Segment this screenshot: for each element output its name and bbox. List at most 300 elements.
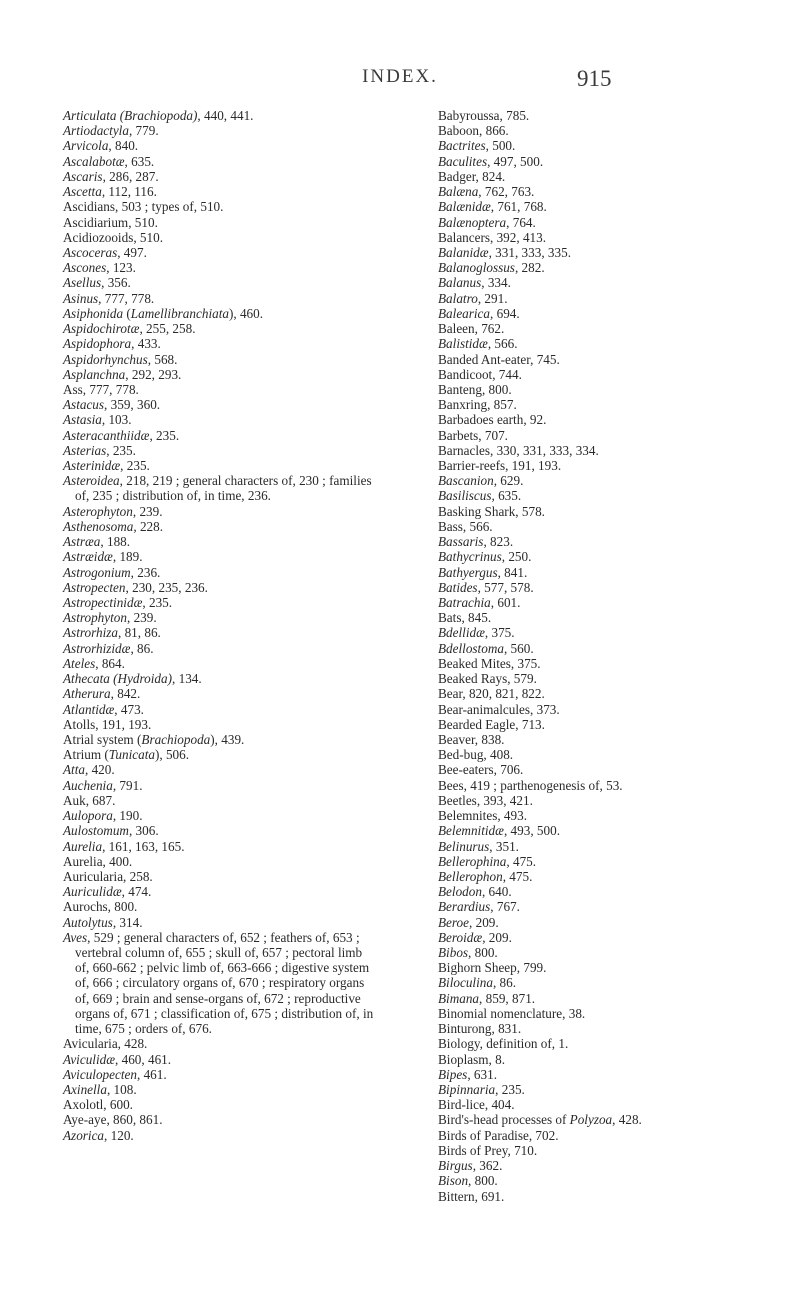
index-term-italic: Auriculidæ bbox=[63, 884, 122, 900]
index-entry bbox=[438, 199, 778, 214]
index-text: Bioplasm, 8. bbox=[438, 1051, 506, 1067]
index-entry bbox=[438, 565, 778, 580]
index-text: Binomial nomenclature, 38. bbox=[438, 1005, 586, 1021]
index-entry bbox=[438, 702, 778, 717]
index-term-italic: Aurelia bbox=[63, 838, 103, 854]
index-term-italic: Astrogonium bbox=[63, 564, 131, 580]
index-term-italic: Astrorhizidæ bbox=[63, 640, 131, 656]
index-text: , 601. bbox=[490, 595, 521, 610]
index-entry bbox=[438, 930, 778, 945]
index-entry bbox=[438, 245, 778, 260]
index-text: , 859, 871. bbox=[479, 990, 536, 1006]
index-text: , 762, 763. bbox=[478, 184, 535, 200]
index-text: Balancers, 392, 413. bbox=[438, 229, 547, 245]
index-entry bbox=[438, 504, 778, 519]
index-text: , 460, 461. bbox=[115, 1051, 172, 1067]
index-text: , 86. bbox=[492, 975, 517, 991]
index-entry bbox=[63, 930, 375, 1037]
index-text: , 761, 768. bbox=[490, 199, 547, 215]
index-text: , 230, 235, 236. bbox=[125, 579, 208, 595]
page-header bbox=[0, 64, 800, 100]
index-text: Basking Shark, 578. bbox=[438, 503, 545, 519]
index-entry bbox=[63, 367, 403, 382]
index-entry bbox=[63, 504, 403, 519]
index-text: , 473. bbox=[114, 701, 144, 717]
index-entry bbox=[63, 382, 403, 397]
index-entry bbox=[438, 428, 778, 443]
index-text: Bighorn Sheep, 799. bbox=[438, 960, 547, 976]
index-entry bbox=[438, 443, 778, 458]
index-term-italic: Astacus bbox=[63, 397, 105, 413]
index-text: , 840. bbox=[108, 138, 139, 154]
index-text: ( bbox=[123, 305, 131, 321]
index-entry bbox=[63, 1052, 403, 1067]
index-entry bbox=[63, 808, 403, 823]
index-text: , 190. bbox=[112, 808, 143, 824]
index-term-italic: Aulopora bbox=[63, 808, 113, 824]
index-text: , 282. bbox=[514, 260, 545, 276]
index-text: Barnacles, 330, 331, 333, 334. bbox=[438, 442, 599, 458]
index-term-italic: Ascetta bbox=[63, 184, 102, 200]
index-text: Bear, 820, 821, 822. bbox=[438, 686, 545, 702]
index-term-italic: Berardius bbox=[438, 899, 491, 915]
index-entry bbox=[438, 580, 778, 595]
index-text: , 800. bbox=[468, 945, 498, 961]
index-term-italic: Asterophyton bbox=[63, 503, 133, 519]
index-text: Barbets, 707. bbox=[438, 427, 508, 443]
index-term-italic: Astræidæ bbox=[63, 549, 113, 565]
index-term-italic: Bipes bbox=[438, 1066, 468, 1082]
index-text: Birds of Prey, 710. bbox=[438, 1142, 538, 1158]
index-entry bbox=[63, 839, 403, 854]
index-text: , 359, 360. bbox=[104, 397, 161, 413]
index-entry bbox=[63, 595, 403, 610]
index-entry bbox=[63, 412, 403, 427]
index-text: , 694. bbox=[490, 305, 520, 321]
index-term-italic: Balearica bbox=[438, 305, 491, 321]
index-text: , 356. bbox=[101, 275, 131, 291]
index-text: Bass, 566. bbox=[438, 518, 493, 534]
index-entry bbox=[63, 184, 403, 199]
index-entry bbox=[63, 732, 403, 747]
index-entry bbox=[63, 428, 403, 443]
index-term-italic: Atlantidæ bbox=[63, 701, 115, 717]
index-text: , 577, 578. bbox=[477, 579, 534, 595]
index-entry bbox=[438, 1158, 778, 1173]
index-entry bbox=[438, 138, 778, 153]
index-text: , 635. bbox=[124, 153, 155, 169]
index-term-italic: Azorica bbox=[63, 1127, 105, 1143]
index-text: , 461. bbox=[136, 1066, 167, 1082]
index-text: , 635. bbox=[491, 488, 522, 504]
index-entry bbox=[63, 336, 403, 351]
index-text: Aye-aye, 860, 861. bbox=[63, 1112, 163, 1128]
index-text: Ascidians, 503 ; types of, 510. bbox=[63, 199, 224, 215]
index-text: , 640. bbox=[481, 884, 512, 900]
index-text: Bee-eaters, 706. bbox=[438, 762, 524, 778]
index-term-italic: Astrophyton bbox=[63, 610, 127, 626]
index-text: , 351. bbox=[489, 838, 519, 854]
index-text: , 86. bbox=[130, 640, 154, 656]
index-text: , 629. bbox=[493, 473, 524, 489]
index-entry bbox=[438, 945, 778, 960]
index-entry bbox=[63, 1128, 403, 1143]
index-text: , 235. bbox=[120, 458, 150, 474]
index-entry bbox=[63, 671, 403, 686]
index-text: Banteng, 800. bbox=[438, 381, 512, 397]
index-entry bbox=[438, 1021, 778, 1036]
index-entry bbox=[438, 473, 778, 488]
index-text: Banded Ant-eater, 745. bbox=[438, 351, 560, 367]
index-text: Axolotl, 600. bbox=[63, 1097, 133, 1113]
index-text: , 500. bbox=[485, 138, 516, 154]
index-term-italic: Balæna bbox=[438, 184, 479, 200]
index-text: Auk, 687. bbox=[63, 792, 116, 808]
index-entry bbox=[438, 549, 778, 564]
index-term-italic: Astropectinidæ bbox=[63, 595, 143, 610]
index-text: , 235. bbox=[495, 1082, 525, 1097]
index-text: , 103. bbox=[101, 412, 132, 428]
index-entry bbox=[438, 412, 778, 427]
index-text: , 250. bbox=[501, 549, 532, 565]
index-text: , 236. bbox=[130, 564, 161, 580]
index-text: , 334. bbox=[481, 275, 511, 291]
index-entry bbox=[63, 702, 403, 717]
index-text: , 631. bbox=[467, 1066, 497, 1082]
index-text: , 134. bbox=[172, 671, 202, 687]
index-text: , 286, 287. bbox=[102, 168, 159, 184]
index-term-italic: Birgus bbox=[438, 1158, 473, 1174]
index-term-italic: Ascoceras bbox=[63, 244, 118, 260]
index-entry bbox=[63, 443, 403, 458]
index-text: Bittern, 691. bbox=[438, 1188, 505, 1204]
index-term-italic: Atherura bbox=[63, 686, 111, 702]
index-term-italic: Baculites bbox=[438, 153, 488, 169]
index-term-italic: Bathycrinus bbox=[438, 549, 502, 565]
index-text: Bandicoot, 744. bbox=[438, 366, 522, 382]
index-text: Belemnites, 493. bbox=[438, 808, 528, 824]
index-entry bbox=[63, 549, 403, 564]
index-term-italic: Beroe bbox=[438, 914, 469, 930]
index-term-italic: Asterinidæ bbox=[63, 458, 121, 474]
index-term-italic: Asellus bbox=[63, 275, 102, 291]
index-entry bbox=[63, 1067, 403, 1082]
index-entry bbox=[63, 686, 403, 701]
index-term-italic: Belemnitidæ bbox=[438, 823, 504, 839]
index-text: Binturong, 831. bbox=[438, 1021, 522, 1037]
index-text: Auricularia, 258. bbox=[63, 868, 153, 884]
index-entry bbox=[438, 610, 778, 625]
index-text: , 560. bbox=[503, 640, 534, 656]
index-entry bbox=[63, 108, 403, 123]
index-term-italic: Bimana bbox=[438, 990, 480, 1006]
index-entry bbox=[63, 215, 403, 230]
index-text: , 566. bbox=[487, 336, 518, 352]
index-entry bbox=[63, 199, 403, 214]
index-text: , 189. bbox=[112, 549, 143, 565]
index-entry bbox=[438, 519, 778, 534]
index-entry bbox=[438, 762, 778, 777]
index-entry bbox=[438, 671, 778, 686]
index-text: , 777, 778. bbox=[98, 290, 155, 306]
index-text: , 420. bbox=[84, 762, 115, 778]
index-entry bbox=[63, 823, 403, 838]
index-text: , 842. bbox=[110, 686, 141, 702]
index-term-italic: Aspidochirotæ bbox=[63, 321, 140, 337]
index-entry bbox=[438, 778, 778, 793]
index-entry bbox=[438, 1173, 778, 1188]
index-term-italic: Bison bbox=[438, 1173, 469, 1189]
index-term-italic: Autolytus bbox=[63, 914, 113, 930]
index-entry bbox=[63, 580, 403, 595]
index-entry bbox=[438, 1036, 778, 1051]
index-text: , 218, 219 ; general characters of, 230 ; families of, 235 ; distribution of, in time, 236. bbox=[75, 473, 372, 504]
index-entry bbox=[63, 610, 403, 625]
index-text: Bird-lice, 404. bbox=[438, 1097, 515, 1113]
index-term-italic: Basiliscus bbox=[438, 488, 492, 504]
index-entry bbox=[438, 382, 778, 397]
index-term-italic: Aviculidæ bbox=[63, 1051, 116, 1067]
index-entry bbox=[438, 808, 778, 823]
index-term-italic: Asterias bbox=[63, 442, 107, 458]
index-text: , 493, 500. bbox=[503, 823, 560, 839]
index-text: , 428. bbox=[612, 1112, 642, 1128]
index-entry bbox=[438, 1143, 778, 1158]
index-text: Aurelia, 400. bbox=[63, 853, 133, 869]
index-entry bbox=[438, 215, 778, 230]
index-term-italic: Astropecten bbox=[63, 579, 126, 595]
index-term-italic: Aves bbox=[63, 929, 88, 945]
index-entry bbox=[63, 230, 403, 245]
index-text: Badger, 824. bbox=[438, 168, 506, 184]
index-entry bbox=[438, 336, 778, 351]
index-entry bbox=[438, 1112, 778, 1127]
index-text: , 823. bbox=[483, 534, 514, 550]
index-text: , 767. bbox=[490, 899, 520, 915]
index-entry bbox=[63, 291, 403, 306]
index-entry bbox=[438, 1097, 778, 1112]
index-text: Bed-bug, 408. bbox=[438, 747, 514, 763]
index-text: , 209. bbox=[469, 914, 499, 930]
index-term-italic: Balanus bbox=[438, 275, 482, 291]
index-entry bbox=[438, 534, 778, 549]
index-entry bbox=[438, 641, 778, 656]
index-entry bbox=[438, 321, 778, 336]
index-term-italic: Axinella bbox=[63, 1082, 107, 1097]
index-entry bbox=[438, 991, 778, 1006]
index-term-italic: Arvicola bbox=[63, 138, 109, 154]
index-term-italic: Bibos bbox=[438, 945, 469, 961]
index-entry bbox=[438, 169, 778, 184]
index-term-italic: Ascaris bbox=[63, 168, 103, 184]
index-entry bbox=[438, 275, 778, 290]
index-entry bbox=[438, 595, 778, 610]
index-text: , 314. bbox=[112, 914, 143, 930]
index-term-italic: Asteroidea bbox=[63, 473, 120, 489]
index-term-italic: Bactrites bbox=[438, 138, 486, 154]
index-entry bbox=[63, 397, 403, 412]
index-term-italic: Aviculopecten bbox=[63, 1066, 137, 1082]
index-text: Bats, 845. bbox=[438, 610, 492, 626]
index-text: , 568. bbox=[147, 351, 178, 367]
index-term-italic: Balænoptera bbox=[438, 214, 507, 230]
index-term-italic: Biloculina bbox=[438, 975, 493, 991]
index-text: , 239. bbox=[132, 503, 163, 519]
index-text: Acidiozooids, 510. bbox=[63, 229, 163, 245]
index-entry bbox=[63, 762, 403, 777]
index-term-italic: Aspidorhynchus bbox=[63, 351, 148, 367]
index-term-italic: Aulostomum bbox=[63, 823, 129, 839]
index-entry bbox=[438, 839, 778, 854]
index-entry bbox=[438, 184, 778, 199]
running-title: INDEX. bbox=[362, 66, 438, 87]
index-term-italic: Astrorhiza bbox=[63, 625, 118, 641]
index-entry bbox=[63, 321, 403, 336]
index-text: Aurochs, 800. bbox=[63, 899, 138, 915]
index-term-italic: Asplanchna bbox=[63, 366, 126, 382]
index-entry bbox=[438, 915, 778, 930]
index-text: , 497. bbox=[117, 244, 147, 260]
index-entry bbox=[438, 899, 778, 914]
index-entry bbox=[438, 960, 778, 975]
index-term-italic: Astasia bbox=[63, 412, 102, 428]
index-entry bbox=[63, 123, 403, 138]
index-text: Banxring, 857. bbox=[438, 397, 517, 413]
index-entry bbox=[63, 656, 403, 671]
index-entry bbox=[63, 747, 403, 762]
index-text: , 864. bbox=[95, 655, 125, 671]
index-entry bbox=[438, 869, 778, 884]
index-text: Bees, 419 ; parthenogenesis of, 53. bbox=[438, 777, 623, 793]
index-entry bbox=[438, 367, 778, 382]
index-entry bbox=[438, 397, 778, 412]
index-text: Atrial system ( bbox=[63, 731, 142, 747]
index-text: , 529 ; general characters of, 652 ; feathers of, 653 ; vertebral column of, 655 ; skull of, 657 ; pectoral limb of, 660-662 ; pelvic limb of, 663-666 ; digestive system of, 666 ; circulatory organs of, 670 ; respiratory organs of, 669 ; brain and sense-organs of, 672 ; reproductive organs of, 671 ; classification of, 675 ; distribution of, in time, 675 ; orders of, 676. bbox=[75, 929, 374, 1037]
index-text: , 292, 293. bbox=[125, 366, 182, 382]
index-term-italic: Balanoglossus bbox=[438, 260, 515, 276]
index-term-italic: Balænidæ bbox=[438, 199, 491, 215]
index-text: Ascidiarium, 510. bbox=[63, 214, 158, 230]
index-entry bbox=[438, 291, 778, 306]
index-text: , 291. bbox=[477, 290, 508, 306]
index-entry bbox=[438, 260, 778, 275]
index-text: , 188. bbox=[100, 534, 131, 550]
index-text: ), 460. bbox=[228, 305, 264, 321]
index-text: , 161, 163, 165. bbox=[102, 838, 185, 854]
index-text: Ass, 777, 778. bbox=[63, 381, 139, 397]
index-entry bbox=[438, 230, 778, 245]
index-term-italic: Articulata (Brachiopoda) bbox=[63, 108, 198, 123]
index-entry bbox=[63, 352, 403, 367]
index-entry bbox=[438, 975, 778, 990]
index-text: , 497, 500. bbox=[487, 153, 544, 169]
index-text: Babyroussa, 785. bbox=[438, 108, 530, 123]
index-term-italic: Bipinnaria bbox=[438, 1082, 496, 1097]
index-term-italic: Belinurus bbox=[438, 838, 490, 854]
index-text: , 475. bbox=[502, 868, 533, 884]
index-text: , 841. bbox=[497, 564, 528, 580]
index-text: , 440, 441. bbox=[197, 108, 254, 123]
index-text: Birds of Paradise, 702. bbox=[438, 1127, 559, 1143]
index-text: , 123. bbox=[106, 260, 136, 276]
index-term-italic: Lamellibranchiata bbox=[130, 305, 229, 321]
index-entry bbox=[63, 1097, 403, 1112]
index-term-italic: Bascanion bbox=[438, 473, 494, 489]
index-text: ), 439. bbox=[210, 731, 245, 747]
index-term-italic: Batrachia bbox=[438, 595, 491, 610]
index-text: , 235. bbox=[149, 427, 180, 443]
index-entry bbox=[63, 884, 403, 899]
index-text: , 235. bbox=[106, 442, 136, 458]
index-text: Atrium ( bbox=[63, 747, 109, 763]
index-entry bbox=[63, 1036, 403, 1051]
index-text: Bear-animalcules, 373. bbox=[438, 701, 560, 717]
index-text: Atolls, 191, 193. bbox=[63, 716, 152, 732]
index-term-italic: Aspidophora bbox=[63, 336, 132, 352]
index-entry bbox=[438, 1128, 778, 1143]
index-entry bbox=[63, 169, 403, 184]
index-term-italic: Batides bbox=[438, 579, 478, 595]
index-column-left bbox=[63, 108, 403, 1143]
index-text: , 475. bbox=[506, 853, 537, 869]
index-entry bbox=[438, 686, 778, 701]
index-text: , 433. bbox=[131, 336, 161, 352]
index-text: ), 506. bbox=[154, 747, 190, 763]
index-entry bbox=[438, 1082, 778, 1097]
index-entry bbox=[438, 352, 778, 367]
index-column-right bbox=[438, 108, 778, 1204]
index-entry bbox=[63, 717, 403, 732]
index-entry bbox=[438, 123, 778, 138]
index-term-italic: Balistidæ bbox=[438, 336, 488, 352]
index-entry bbox=[63, 869, 403, 884]
index-text: Beetles, 393, 421. bbox=[438, 792, 533, 808]
index-term-italic: Bellerophina bbox=[438, 853, 507, 869]
index-entry bbox=[438, 656, 778, 671]
index-text: Biology, definition of, 1. bbox=[438, 1036, 569, 1052]
index-entry bbox=[63, 154, 403, 169]
index-term-italic: Ateles bbox=[63, 655, 96, 671]
index-entry bbox=[438, 732, 778, 747]
index-entry bbox=[438, 884, 778, 899]
index-text: , 375. bbox=[484, 625, 515, 641]
index-text: , 331, 333, 335. bbox=[488, 244, 571, 260]
index-term-italic: Bellerophon bbox=[438, 868, 503, 884]
index-text: Bird's-head processes of bbox=[438, 1112, 570, 1128]
index-entry bbox=[438, 1067, 778, 1082]
index-text: , 779. bbox=[128, 123, 159, 139]
index-entry bbox=[63, 260, 403, 275]
index-text: , 235. bbox=[142, 595, 173, 610]
index-term-italic: Asiphonida bbox=[63, 305, 124, 321]
index-term-italic: Tunicata bbox=[108, 747, 155, 763]
index-entry bbox=[438, 717, 778, 732]
index-entry bbox=[63, 565, 403, 580]
index-text: Beaver, 838. bbox=[438, 731, 505, 747]
index-entry bbox=[63, 458, 403, 473]
index-entry bbox=[63, 641, 403, 656]
index-term-italic: Atta bbox=[63, 762, 85, 778]
index-term-italic: Brachiopoda bbox=[141, 731, 211, 747]
index-entry bbox=[438, 1052, 778, 1067]
index-term-italic: Belodon bbox=[438, 884, 482, 900]
page-number: 915 bbox=[577, 66, 612, 91]
index-text: , 228. bbox=[133, 518, 164, 534]
index-text: , 764. bbox=[506, 214, 536, 230]
index-text: Beaked Mites, 375. bbox=[438, 655, 541, 671]
index-text: , 474. bbox=[121, 884, 152, 900]
index-text: , 112, 116. bbox=[101, 184, 157, 200]
